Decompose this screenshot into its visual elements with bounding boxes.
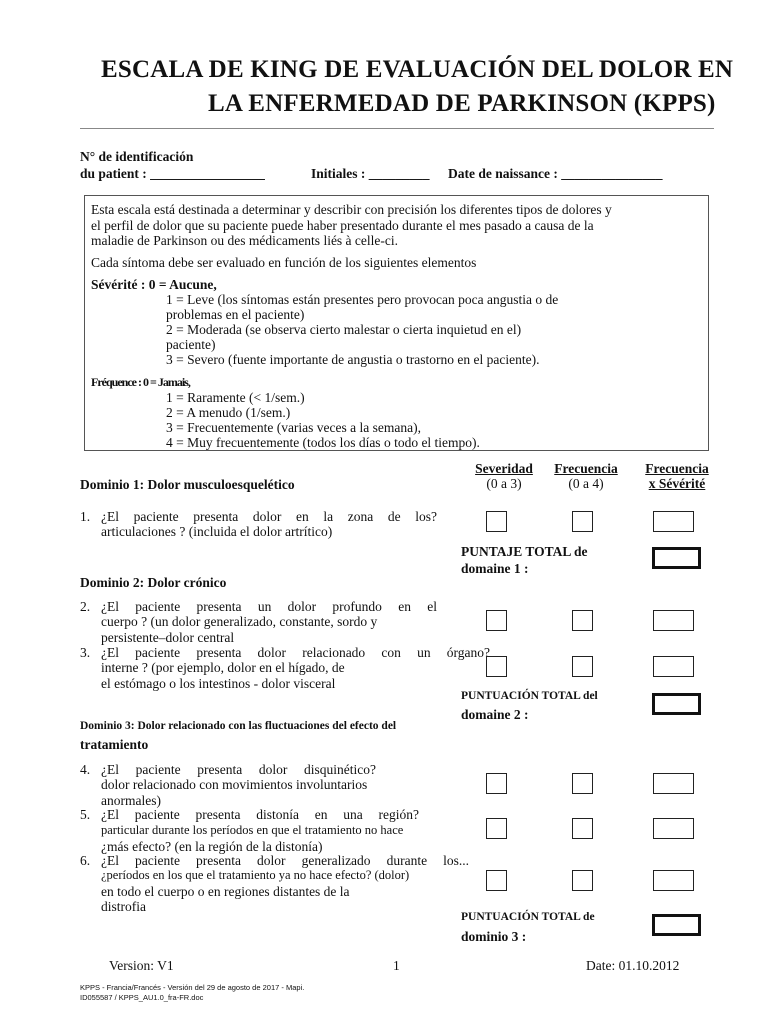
patient-id-label: N° de identificación [80, 149, 194, 164]
domain-3-total-label: dominio 3 : [461, 929, 527, 944]
question-text: en todo el cuerpo o en regiones distantes de la [101, 884, 350, 899]
frequency-level: 4 = Muy frecuentemente (todos los días o todo el tiempo). [166, 435, 480, 450]
severity-header-label: Severidad [475, 461, 533, 476]
q3-frequency-box[interactable] [572, 656, 593, 677]
q2-frequency-box[interactable] [572, 610, 593, 631]
question-number: 1. [80, 509, 91, 524]
domain-2-total-box[interactable] [652, 693, 701, 715]
frequency-level: 1 = Raramente (< 1/sem.) [166, 390, 305, 405]
severity-level: 3 = Severo (fuente importante de angustia o trastorno en el paciente). [166, 352, 540, 367]
footer-date: Date: 01.10.2012 [586, 958, 680, 973]
frequency-label: Fréquence : 0 = Jamais, [91, 375, 190, 389]
q5-frequency-box[interactable] [572, 818, 593, 839]
q6-product-box[interactable] [653, 870, 694, 891]
severity-level: 1 = Leve (los síntomas están presentes pero provocan poca angustia o de [166, 292, 559, 307]
question-text: anormales) [101, 793, 161, 808]
question-text: ¿El paciente presenta dolor generalizado durante los... [101, 853, 469, 868]
question-number: 4. [80, 762, 91, 777]
question-text: interne ? (por ejemplo, dolor en el hígado, de [101, 660, 345, 675]
q2-severity-box[interactable] [486, 610, 507, 631]
q1-product-box[interactable] [653, 511, 694, 532]
title-divider [80, 128, 714, 129]
question-1 [80, 509, 437, 541]
patient-id-field[interactable]: du patient : _________________ [80, 166, 265, 181]
question-text: particular durante los períodos en que el tratamiento no hace [101, 823, 404, 837]
severity-level: paciente) [166, 337, 216, 352]
document-title-line-1: ESCALA DE KING DE EVALUACIÓN DEL DOLOR EN [101, 56, 734, 83]
frequency-column-header [544, 461, 628, 491]
question-text: cuerpo ? (un dolor generalizado, constante, sordo y [101, 614, 378, 629]
domain-2-title: Dominio 2: Dolor crónico [80, 575, 227, 590]
domain-3-total-label: PUNTUACIÓN TOTAL de [461, 911, 595, 923]
q4-product-box[interactable] [653, 773, 694, 794]
question-text: ¿El paciente presenta un dolor profundo en el [101, 599, 437, 614]
frequency-header-label: Frecuencia [554, 461, 618, 476]
instructions-box [84, 195, 709, 451]
q3-severity-box[interactable] [486, 656, 507, 677]
domain-3-title: Dominio 3: Dolor relacionado con las fluctuaciones del efecto del [80, 720, 397, 732]
domain-3-title: tratamiento [80, 737, 149, 752]
instructions-text: maladie de Parkinson ou des médicaments liés à celle-ci. [91, 233, 399, 248]
question-text: ¿períodos en los que el tratamiento ya no hace efecto? (dolor) [101, 868, 410, 882]
domain-1-total-label: PUNTAJE TOTAL de [461, 544, 588, 559]
question-text: dolor relacionado con movimientos involuntarios [101, 777, 368, 792]
domain-1-total-label: domaine 1 : [461, 561, 529, 576]
question-text: articulaciones ? (incluida el dolor artrítico) [101, 524, 333, 539]
question-text: persistente–dolor central [101, 630, 235, 645]
q4-frequency-box[interactable] [572, 773, 593, 794]
question-number: 5. [80, 807, 91, 822]
q4-severity-box[interactable] [486, 773, 507, 794]
document-title-line-2: LA ENFERMEDAD DE PARKINSON (KPPS) [208, 90, 716, 117]
severity-column-header [464, 461, 544, 491]
q6-severity-box[interactable] [486, 870, 507, 891]
domain-2-total-label: PUNTUACIÓN TOTAL del [461, 690, 598, 702]
question-text: el estómago o los intestinos - dolor visceral [101, 676, 336, 691]
question-3 [80, 645, 490, 692]
question-6 [80, 853, 469, 915]
question-number: 6. [80, 853, 91, 868]
q6-frequency-box[interactable] [572, 870, 593, 891]
product-column-header [635, 461, 719, 491]
question-5 [80, 807, 460, 854]
q5-severity-box[interactable] [486, 818, 507, 839]
footer-doc-id: ID055587 / KPPS_AU1.0_fra-FR.doc [80, 993, 204, 1002]
question-4 [80, 762, 460, 809]
product-header-label: x Sévérité [648, 476, 706, 491]
severity-label: Sévérité : 0 = Aucune, [91, 277, 217, 292]
initials-field[interactable]: Initiales : _________ [311, 166, 430, 181]
severity-range: (0 a 3) [486, 476, 522, 491]
frequency-level: 3 = Frecuentemente (varias veces a la semana), [166, 420, 421, 435]
instructions-text: el perfil de dolor que su paciente puede haber presentado durante el mes pasado a causa de la [91, 218, 594, 233]
domain-2-total-label: domaine 2 : [461, 707, 529, 722]
frequency-range: (0 a 4) [568, 476, 604, 491]
q1-frequency-box[interactable] [572, 511, 593, 532]
question-text: ¿El paciente presenta dolor disquinético? [101, 762, 376, 777]
frequency-level: 2 = A menudo (1/sem.) [166, 405, 291, 420]
instructions-text: Cada síntoma debe ser evaluado en función de los siguientes elementos [91, 255, 477, 270]
footer-version: Version: V1 [109, 958, 174, 973]
severity-level: 2 = Moderada (se observa cierto malestar o cierta inquietud en el) [166, 322, 522, 337]
domain-1-title: Dominio 1: Dolor musculoesquelético [80, 477, 295, 492]
domain-1-total-box[interactable] [652, 547, 701, 569]
product-header-label: Frecuencia [645, 461, 709, 476]
question-number: 2. [80, 599, 91, 614]
q3-product-box[interactable] [653, 656, 694, 677]
q5-product-box[interactable] [653, 818, 694, 839]
severity-level: problemas en el paciente) [166, 307, 305, 322]
question-2 [80, 599, 437, 646]
instructions-text: Esta escala está destinada a determinar y describir con precisión los diferentes tipos de dolores y [91, 202, 612, 217]
question-number: 3. [80, 645, 91, 660]
q2-product-box[interactable] [653, 610, 694, 631]
question-text: ¿El paciente presenta dolor en la zona de los? [101, 509, 437, 524]
birth-date-field[interactable]: Date de naissance : _______________ [448, 166, 663, 181]
domain-3-total-box[interactable] [652, 914, 701, 936]
q1-severity-box[interactable] [486, 511, 507, 532]
footer-note: KPPS - Francia/Francés - Versión del 29 de agosto de 2017 - Mapi. [80, 983, 305, 992]
question-text: ¿El paciente presenta distonía en una región? [101, 807, 419, 822]
question-text: ¿El paciente presenta dolor relacionado con un órgano? [101, 645, 490, 660]
question-text: distrofia [101, 899, 146, 914]
footer-page-number: 1 [393, 958, 400, 973]
question-text: ¿más efecto? (en la región de la distonía) [101, 839, 323, 854]
